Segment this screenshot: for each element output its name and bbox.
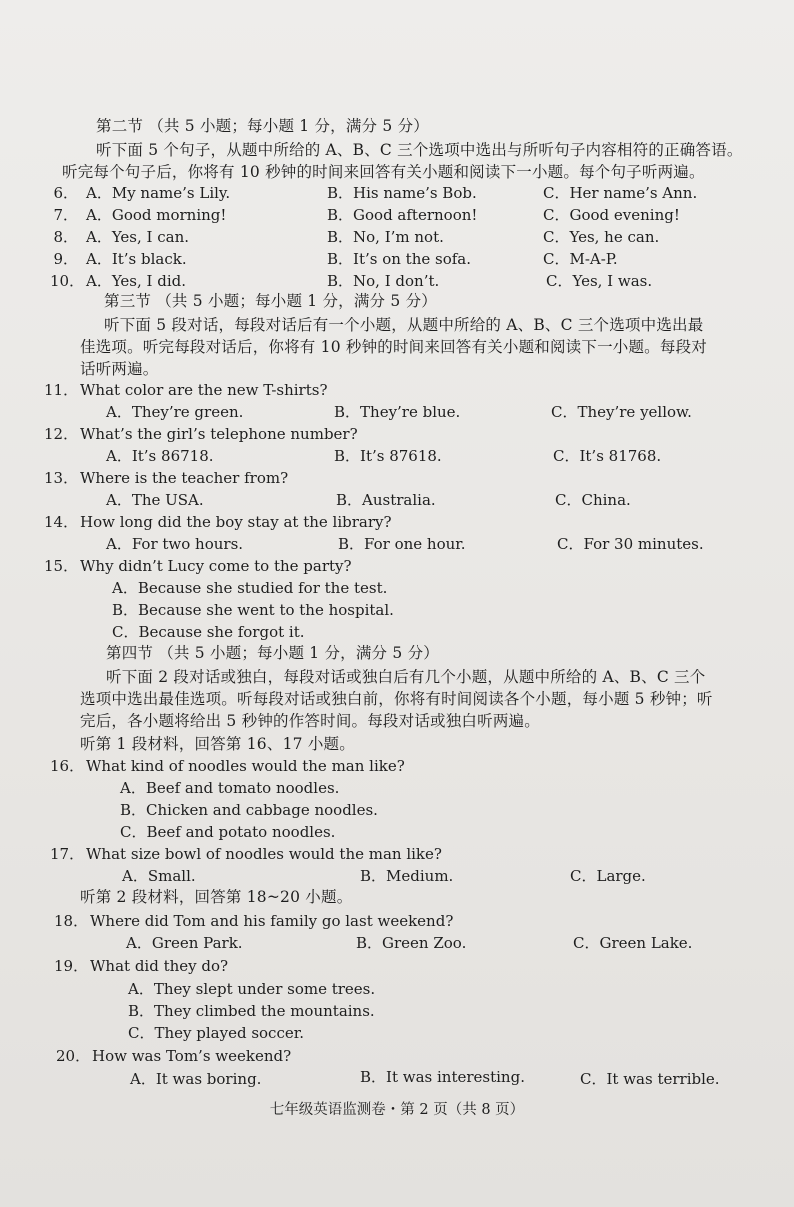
option-a: A．Good morning!	[86, 206, 227, 224]
section4-instruction: 选项中选出最佳选项。听每段对话或独白前，你将有时间阅读各个小题，每小题 5 秒钟；听	[80, 690, 713, 708]
question-10: 10． A．Yes, I did.	[50, 272, 187, 290]
question-16: 16． What kind of noodles would the man like?	[50, 757, 405, 775]
question-stem: What did they do?	[90, 957, 229, 975]
question-11: 11． What color are the new T-shirts?	[44, 381, 328, 399]
question-9: 9． A．It’s black.	[53, 250, 187, 268]
option-c: C．It was terrible.	[580, 1070, 720, 1088]
option-a: A．They slept under some trees.	[128, 980, 376, 998]
option-a: A．Small.	[122, 867, 196, 885]
question-stem: What’s the girl’s telephone number?	[80, 425, 358, 443]
option-b: B．Chicken and cabbage noodles.	[120, 801, 378, 819]
part1-heading: 听第 1 段材料，回答第 16、17 小题。	[80, 735, 355, 753]
option-b: B．No, I’m not.	[327, 228, 444, 246]
option-c: C．They played soccer.	[128, 1024, 305, 1042]
page-footer: 七年级英语监测卷・第 2 页（共 8 页）	[269, 1102, 525, 1118]
option-c: C．M-A-P.	[543, 250, 618, 268]
question-20: 20． How was Tom’s weekend?	[56, 1047, 292, 1065]
option-c: C．For 30 minutes.	[557, 535, 704, 553]
section4-header: 第四节 （共 5 小题；每小题 1 分，满分 5 分）	[106, 644, 439, 662]
option-c: C．Beef and potato noodles.	[120, 823, 336, 841]
option-c: C．They’re yellow.	[551, 403, 692, 421]
option-c: C．Green Lake.	[573, 934, 693, 952]
option-a: A．For two hours.	[106, 535, 244, 553]
option-b: B．They’re blue.	[334, 403, 461, 421]
question-stem: Why didn’t Lucy come to the party?	[80, 557, 352, 575]
option-c: C．Her name’s Ann.	[543, 184, 698, 202]
option-b: B．Because she went to the hospital.	[112, 601, 394, 619]
option-b: B．It’s on the sofa.	[327, 250, 471, 268]
question-14: 14． How long did the boy stay at the library?	[44, 513, 392, 531]
section3-header: 第三节 （共 5 小题；每小题 1 分，满分 5 分）	[104, 292, 437, 310]
question-stem: What size bowl of noodles would the man like?	[86, 845, 442, 863]
option-a: A．Beef and tomato noodles.	[120, 779, 340, 797]
option-c: C．China.	[555, 491, 631, 509]
question-17: 17． What size bowl of noodles would the man like?	[50, 845, 442, 863]
section4-instruction: 听下面 2 段对话或独白，每段对话或独白后有几个小题，从题中所给的 A、B、C 三个	[106, 668, 706, 686]
option-b: B．It’s 87618.	[334, 447, 442, 465]
question-stem: What color are the new T-shirts?	[80, 381, 328, 399]
question-6: 6． A．My name’s Lily.	[53, 184, 231, 202]
question-stem: How was Tom’s weekend?	[92, 1047, 292, 1065]
question-8: 8． A．Yes, I can.	[53, 228, 190, 246]
section3-instruction: 听下面 5 段对话，每段对话后有一个小题，从题中所给的 A、B、C 三个选项中选出最	[104, 316, 704, 334]
section3-instruction: 佳选项。听完每段对话后，你将有 10 秒钟的时间来回答有关小题和阅读下一小题。每段对	[80, 338, 707, 356]
option-a: A．Yes, I can.	[86, 228, 190, 246]
question-18: 18． Where did Tom and his family go last weekend?	[54, 912, 454, 930]
question-12: 12． What’s the girl’s telephone number?	[44, 425, 358, 443]
question-19: 19． What did they do?	[54, 957, 229, 975]
question-stem: What kind of noodles would the man like?	[86, 757, 405, 775]
question-stem: Where is the teacher from?	[80, 469, 289, 487]
option-c: C．Yes, he can.	[543, 228, 660, 246]
option-c: C．Good evening!	[543, 206, 680, 224]
option-b: B．Australia.	[336, 491, 436, 509]
option-c: C．Yes, I was.	[546, 272, 653, 290]
option-b: B．They climbed the mountains.	[128, 1002, 375, 1020]
section2-instruction: 听下面 5 个句子，从题中所给的 A、B、C 三个选项中选出与所听句子内容相符的正确答语。	[96, 141, 743, 159]
option-c: C．Large.	[570, 867, 646, 885]
option-b: B．Medium.	[360, 867, 454, 885]
part2-heading: 听第 2 段材料，回答第 18~20 小题。	[80, 888, 353, 906]
section2-instruction: 听完每个句子后，你将有 10 秒钟的时间来回答有关小题和阅读下一小题。每个句子听两遍。	[62, 163, 705, 181]
option-a: A．Green Park.	[126, 934, 243, 952]
option-a: A．They’re green.	[106, 403, 244, 421]
option-b: B．His name’s Bob.	[327, 184, 477, 202]
option-a: A．The USA.	[106, 491, 204, 509]
question-stem: Where did Tom and his family go last weekend?	[90, 912, 454, 930]
option-c: C．It’s 81768.	[553, 447, 662, 465]
section3-instruction: 话听两遍。	[80, 360, 159, 378]
option-b: B．Good afternoon!	[327, 206, 478, 224]
option-b: B．For one hour.	[338, 535, 466, 553]
option-a: A．It’s black.	[86, 250, 187, 268]
question-13: 13． Where is the teacher from?	[44, 469, 289, 487]
section4-instruction: 完后，各小题将给出 5 秒钟的作答时间。每段对话或独白听两遍。	[80, 712, 540, 730]
option-b: B．No, I don’t.	[327, 272, 440, 290]
option-a: A．It was boring.	[130, 1070, 262, 1088]
option-b: B．Green Zoo.	[356, 934, 467, 952]
option-c: C．Because she forgot it.	[112, 623, 305, 641]
option-a: A．It’s 86718.	[106, 447, 214, 465]
option-a: A．Because she studied for the test.	[112, 579, 388, 597]
option-a: A．My name’s Lily.	[86, 184, 231, 202]
question-stem: How long did the boy stay at the library?	[80, 513, 392, 531]
question-15: 15． Why didn’t Lucy come to the party?	[44, 557, 352, 575]
question-7: 7． A．Good morning!	[53, 206, 227, 224]
option-b: B．It was interesting.	[360, 1068, 525, 1086]
section2-header: 第二节 （共 5 小题；每小题 1 分，满分 5 分）	[96, 117, 429, 135]
option-a: A．Yes, I did.	[86, 272, 187, 290]
